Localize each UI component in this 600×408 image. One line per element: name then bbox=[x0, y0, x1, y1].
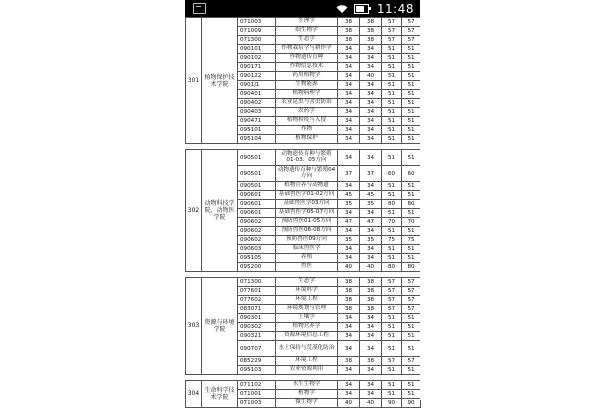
major-code: 090501 bbox=[238, 182, 276, 191]
score-english: 35 bbox=[360, 200, 382, 209]
score-english: 34 bbox=[360, 45, 382, 54]
score-subject-one: 51 bbox=[382, 90, 402, 99]
score-english: 38 bbox=[360, 287, 382, 296]
table-row bbox=[186, 381, 421, 390]
major-code: 071003 bbox=[238, 399, 276, 408]
major-name: 作物 bbox=[276, 126, 338, 135]
major-code: 095104 bbox=[238, 135, 276, 144]
score-english: 34 bbox=[360, 54, 382, 63]
score-english: 34 bbox=[360, 341, 382, 357]
score-subject-one: 51 bbox=[382, 314, 402, 323]
score-politics: 47 bbox=[338, 218, 360, 227]
major-code: 090301 bbox=[238, 314, 276, 323]
score-subject-one: 51 bbox=[382, 366, 402, 375]
score-english: 38 bbox=[360, 296, 382, 305]
score-subject-one: 80 bbox=[382, 263, 402, 272]
score-subject-two: 51 bbox=[402, 341, 421, 357]
score-english: 34 bbox=[360, 245, 382, 254]
score-english: 38 bbox=[360, 18, 382, 27]
score-subject-one: 57 bbox=[382, 27, 402, 36]
score-subject-two: 51 bbox=[402, 108, 421, 117]
score-subject-one: 51 bbox=[382, 323, 402, 332]
score-politics: 38 bbox=[338, 305, 360, 314]
major-name: 预防兽医06-08方向 bbox=[276, 227, 338, 236]
major-name: 作物栽培学与耕作学 bbox=[276, 45, 338, 54]
score-politics: 34 bbox=[338, 323, 360, 332]
score-english: 34 bbox=[360, 314, 382, 323]
score-subject-one: 70 bbox=[382, 218, 402, 227]
score-politics: 34 bbox=[338, 332, 360, 341]
score-subject-two: 51 bbox=[402, 314, 421, 323]
score-english: 38 bbox=[360, 278, 382, 287]
major-name: 作物遗传育种 bbox=[276, 54, 338, 63]
score-subject-two: 51 bbox=[402, 135, 421, 144]
score-english: 37 bbox=[360, 166, 382, 182]
major-name: 植物营养与动物遗 bbox=[276, 182, 338, 191]
score-politics: 40 bbox=[338, 263, 360, 272]
major-code: 071300 bbox=[238, 278, 276, 287]
score-english: 34 bbox=[360, 323, 382, 332]
score-politics: 34 bbox=[338, 227, 360, 236]
score-english: 34 bbox=[360, 381, 382, 390]
score-subject-two: 51 bbox=[402, 227, 421, 236]
score-english: 34 bbox=[360, 117, 382, 126]
major-name: 基础兽医学05-07方向 bbox=[276, 209, 338, 218]
score-english: 34 bbox=[360, 108, 382, 117]
score-subject-one: 51 bbox=[382, 135, 402, 144]
score-subject-one: 51 bbox=[382, 254, 402, 263]
major-code: 090601 bbox=[238, 191, 276, 200]
score-politics: 38 bbox=[338, 27, 360, 36]
score-subject-one: 51 bbox=[382, 341, 402, 357]
score-politics: 34 bbox=[338, 63, 360, 72]
score-subject-two: 80 bbox=[402, 263, 421, 272]
major-code: 090501 bbox=[238, 166, 276, 182]
score-english: 34 bbox=[360, 150, 382, 166]
major-code: 090602 bbox=[238, 227, 276, 236]
major-name: 土壤学 bbox=[276, 314, 338, 323]
score-politics: 34 bbox=[338, 108, 360, 117]
score-english: 38 bbox=[360, 27, 382, 36]
major-code: 095105 bbox=[238, 254, 276, 263]
major-code: 085229 bbox=[238, 357, 276, 366]
score-subject-one: 51 bbox=[382, 182, 402, 191]
notification-icon bbox=[193, 3, 206, 14]
score-subject-two: 51 bbox=[402, 90, 421, 99]
major-code: 090602 bbox=[238, 218, 276, 227]
score-english: 34 bbox=[360, 99, 382, 108]
score-english: 38 bbox=[360, 36, 382, 45]
major-name: 环境规划与管理 bbox=[276, 305, 338, 314]
major-code: 090603 bbox=[238, 245, 276, 254]
major-code: 090321 bbox=[238, 332, 276, 341]
major-code: 095103 bbox=[238, 366, 276, 375]
score-politics: 38 bbox=[338, 18, 360, 27]
college-id: 303 bbox=[186, 278, 202, 375]
score-subject-one: 51 bbox=[382, 81, 402, 90]
score-subject-two: 51 bbox=[402, 209, 421, 218]
score-subject-one: 51 bbox=[382, 63, 402, 72]
score-politics: 34 bbox=[338, 54, 360, 63]
score-subject-one: 51 bbox=[382, 390, 402, 399]
major-code: 090101 bbox=[238, 45, 276, 54]
score-subject-two: 75 bbox=[402, 236, 421, 245]
score-subject-two: 57 bbox=[402, 36, 421, 45]
college-id: 301 bbox=[186, 18, 202, 144]
score-subject-one: 51 bbox=[382, 332, 402, 341]
score-politics: 34 bbox=[338, 245, 360, 254]
score-politics: 38 bbox=[338, 287, 360, 296]
score-subject-two: 51 bbox=[402, 81, 421, 90]
major-name: 生理学 bbox=[276, 18, 338, 27]
score-english: 34 bbox=[360, 254, 382, 263]
score-english: 40 bbox=[360, 72, 382, 81]
clock: 11:48 bbox=[376, 1, 414, 16]
score-subject-two: 51 bbox=[402, 99, 421, 108]
score-subject-one: 51 bbox=[382, 54, 402, 63]
college-name: 植物保护技术学院 bbox=[202, 18, 238, 144]
score-subject-two: 51 bbox=[402, 63, 421, 72]
score-english: 35 bbox=[360, 236, 382, 245]
major-code: 090601 bbox=[238, 200, 276, 209]
major-code: 090403 bbox=[238, 108, 276, 117]
score-politics: 34 bbox=[338, 45, 360, 54]
major-name: 生态学 bbox=[276, 36, 338, 45]
score-subject-one: 51 bbox=[382, 108, 402, 117]
major-code: 090401 bbox=[238, 90, 276, 99]
major-code: 090171 bbox=[238, 63, 276, 72]
major-code: 071003 bbox=[238, 18, 276, 27]
major-name: 养殖 bbox=[276, 254, 338, 263]
score-subject-two: 51 bbox=[402, 332, 421, 341]
score-subject-one: 51 bbox=[382, 209, 402, 218]
score-politics: 38 bbox=[338, 296, 360, 305]
major-name: 动物遗传育种与繁殖04方向 bbox=[276, 166, 338, 182]
score-subject-two: 70 bbox=[402, 218, 421, 227]
score-subject-two: 51 bbox=[402, 150, 421, 166]
score-english: 40 bbox=[360, 263, 382, 272]
score-table-view[interactable] bbox=[185, 17, 420, 406]
score-subject-two: 57 bbox=[402, 357, 421, 366]
major-code: 095200 bbox=[238, 263, 276, 272]
major-name: 植物病理学 bbox=[276, 90, 338, 99]
score-english: 38 bbox=[360, 305, 382, 314]
score-subject-two: 51 bbox=[402, 390, 421, 399]
score-subject-one: 57 bbox=[382, 305, 402, 314]
major-code: 090601 bbox=[238, 209, 276, 218]
score-subject-two: 51 bbox=[402, 323, 421, 332]
major-name: 农业昆虫与害虫防治 bbox=[276, 99, 338, 108]
major-name: 环境工程 bbox=[276, 357, 338, 366]
score-subject-two: 51 bbox=[402, 366, 421, 375]
major-name: 环境工程 bbox=[276, 296, 338, 305]
major-code: 071009 bbox=[238, 27, 276, 36]
score-subject-two: 51 bbox=[402, 126, 421, 135]
score-subject-two: 57 bbox=[402, 27, 421, 36]
table-row bbox=[186, 278, 421, 287]
college-name: 资源与环境学院 bbox=[202, 278, 238, 375]
score-subject-one: 57 bbox=[382, 296, 402, 305]
major-code: 090501 bbox=[238, 150, 276, 166]
major-name: 生态学 bbox=[276, 278, 338, 287]
score-subject-two: 51 bbox=[402, 117, 421, 126]
major-name: 环境科学 bbox=[276, 287, 338, 296]
score-subject-two: 51 bbox=[402, 245, 421, 254]
score-table bbox=[185, 17, 421, 408]
score-english: 34 bbox=[360, 366, 382, 375]
major-name: 兽医 bbox=[276, 263, 338, 272]
major-name: 临床兽医学 bbox=[276, 245, 338, 254]
major-name: 基础兽医学01-02方向 bbox=[276, 191, 338, 200]
major-code: 0901J1 bbox=[238, 81, 276, 90]
score-english: 40 bbox=[360, 399, 382, 408]
score-subject-two: 57 bbox=[402, 296, 421, 305]
score-politics: 40 bbox=[338, 399, 360, 408]
score-subject-one: 51 bbox=[382, 126, 402, 135]
score-subject-one: 51 bbox=[382, 381, 402, 390]
score-subject-one: 57 bbox=[382, 278, 402, 287]
score-subject-two: 51 bbox=[402, 381, 421, 390]
score-subject-two: 60 bbox=[402, 166, 421, 182]
major-code: 090402 bbox=[238, 99, 276, 108]
score-politics: 37 bbox=[338, 166, 360, 182]
score-subject-two: 57 bbox=[402, 278, 421, 287]
score-politics: 35 bbox=[338, 200, 360, 209]
major-name: 植物营养学 bbox=[276, 323, 338, 332]
college-name: 生命科学技术学院 bbox=[202, 381, 238, 408]
score-subject-two: 57 bbox=[402, 287, 421, 296]
major-name: 农药学 bbox=[276, 108, 338, 117]
score-subject-one: 75 bbox=[382, 236, 402, 245]
score-subject-two: 51 bbox=[402, 191, 421, 200]
score-politics: 34 bbox=[338, 314, 360, 323]
major-code: 090102 bbox=[238, 54, 276, 63]
score-politics: 34 bbox=[338, 182, 360, 191]
major-code: 095101 bbox=[238, 126, 276, 135]
score-subject-two: 51 bbox=[402, 254, 421, 263]
table-row bbox=[186, 18, 421, 27]
major-name: 微生物学 bbox=[276, 399, 338, 408]
score-english: 34 bbox=[360, 209, 382, 218]
score-politics: 34 bbox=[338, 117, 360, 126]
major-name: 作物信息技术 bbox=[276, 63, 338, 72]
score-english: 47 bbox=[360, 218, 382, 227]
score-politics: 38 bbox=[338, 36, 360, 45]
major-code: 071300 bbox=[238, 36, 276, 45]
score-politics: 34 bbox=[338, 126, 360, 135]
major-code: 083071 bbox=[238, 305, 276, 314]
score-subject-one: 60 bbox=[382, 166, 402, 182]
score-subject-one: 51 bbox=[382, 191, 402, 200]
status-bar bbox=[185, 0, 420, 17]
left-letterbox bbox=[0, 0, 185, 400]
score-subject-one: 51 bbox=[382, 45, 402, 54]
score-subject-one: 80 bbox=[382, 200, 402, 209]
score-english: 34 bbox=[360, 135, 382, 144]
score-subject-one: 51 bbox=[382, 117, 402, 126]
major-name: 预防兽医09方向 bbox=[276, 236, 338, 245]
score-subject-two: 51 bbox=[402, 182, 421, 191]
score-politics: 34 bbox=[338, 99, 360, 108]
score-subject-one: 51 bbox=[382, 245, 402, 254]
score-politics: 34 bbox=[338, 254, 360, 263]
major-name: 细生物学 bbox=[276, 27, 338, 36]
score-english: 34 bbox=[360, 90, 382, 99]
score-politics: 34 bbox=[338, 381, 360, 390]
score-politics: 38 bbox=[338, 357, 360, 366]
major-code: 090707 bbox=[238, 341, 276, 357]
score-subject-one: 51 bbox=[382, 150, 402, 166]
major-name: 水土保持与荒漠化防治 bbox=[276, 341, 338, 357]
score-politics: 34 bbox=[338, 150, 360, 166]
major-name: 植物保护 bbox=[276, 135, 338, 144]
score-english: 34 bbox=[360, 81, 382, 90]
score-subject-two: 57 bbox=[402, 305, 421, 314]
right-letterbox bbox=[420, 0, 600, 400]
major-name: 植物检疫与入侵 bbox=[276, 117, 338, 126]
major-code: 077602 bbox=[238, 296, 276, 305]
score-subject-one: 90 bbox=[382, 399, 402, 408]
score-english: 38 bbox=[360, 357, 382, 366]
score-politics: 35 bbox=[338, 236, 360, 245]
wifi-icon bbox=[336, 4, 348, 14]
major-code: 077601 bbox=[238, 287, 276, 296]
score-english: 34 bbox=[360, 182, 382, 191]
major-code: 090302 bbox=[238, 323, 276, 332]
score-subject-one: 57 bbox=[382, 18, 402, 27]
score-english: 34 bbox=[360, 63, 382, 72]
score-subject-one: 51 bbox=[382, 227, 402, 236]
major-name: 植物学 bbox=[276, 390, 338, 399]
score-politics: 34 bbox=[338, 81, 360, 90]
score-subject-two: 90 bbox=[402, 399, 421, 408]
score-subject-two: 51 bbox=[402, 72, 421, 81]
score-politics: 34 bbox=[338, 90, 360, 99]
battery-icon bbox=[354, 4, 369, 14]
major-code: 090602 bbox=[238, 236, 276, 245]
score-english: 34 bbox=[360, 227, 382, 236]
score-subject-one: 51 bbox=[382, 72, 402, 81]
major-code: 090471 bbox=[238, 117, 276, 126]
college-id: 302 bbox=[186, 150, 202, 272]
score-english: 34 bbox=[360, 332, 382, 341]
score-politics: 34 bbox=[338, 135, 360, 144]
score-politics: 38 bbox=[338, 278, 360, 287]
score-subject-two: 51 bbox=[402, 45, 421, 54]
score-politics: 34 bbox=[338, 366, 360, 375]
score-subject-one: 57 bbox=[382, 287, 402, 296]
major-code: 071102 bbox=[238, 381, 276, 390]
score-subject-one: 51 bbox=[382, 99, 402, 108]
score-english: 45 bbox=[360, 191, 382, 200]
major-name: 药用植物学 bbox=[276, 72, 338, 81]
college-id: 304 bbox=[186, 381, 202, 408]
major-name: 农业资源利用 bbox=[276, 366, 338, 375]
score-politics: 45 bbox=[338, 191, 360, 200]
score-subject-one: 57 bbox=[382, 36, 402, 45]
score-subject-two: 80 bbox=[402, 200, 421, 209]
major-name: 基础兽医学03方向 bbox=[276, 200, 338, 209]
table-row bbox=[186, 150, 421, 166]
score-politics: 34 bbox=[338, 209, 360, 218]
major-name: 资源环境信息工程 bbox=[276, 332, 338, 341]
score-politics: 34 bbox=[338, 341, 360, 357]
score-subject-two: 57 bbox=[402, 18, 421, 27]
major-name: 动物遗传育种与繁殖01-03、05方向 bbox=[276, 150, 338, 166]
score-subject-two: 51 bbox=[402, 54, 421, 63]
score-subject-one: 57 bbox=[382, 357, 402, 366]
major-code: 090122 bbox=[238, 72, 276, 81]
major-name: 生物能源 bbox=[276, 81, 338, 90]
major-code: 071001 bbox=[238, 390, 276, 399]
score-politics: 34 bbox=[338, 390, 360, 399]
score-english: 34 bbox=[360, 390, 382, 399]
major-name: 预防兽医01-05方向 bbox=[276, 218, 338, 227]
college-name: 动物科技学院、动物医学院 bbox=[202, 150, 238, 272]
score-english: 34 bbox=[360, 126, 382, 135]
major-name: 水生生物学 bbox=[276, 381, 338, 390]
score-politics: 34 bbox=[338, 72, 360, 81]
